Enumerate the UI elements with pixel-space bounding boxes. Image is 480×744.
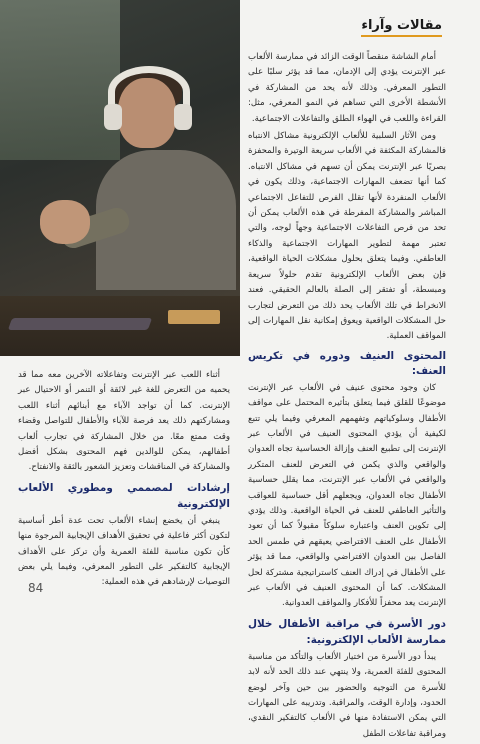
section-heading: المحتوى العنيف ودوره في تكريس العنف: [248,349,446,377]
section-title: مقالات وآراء [361,18,442,37]
article-photo [0,0,240,356]
paragraph: ومن الآثار السلبية للألعاب الإلكترونية مشاكل الانتباه فالمشاركة المكثفة في الألعاب سريعة الوتيرة والمحفزة بصريًا عبر الإنترنت يمكن أن تسهم في مشاكل الانتباه. كما أنها تضعف المهارات الاجتماعية، وذلك يكون في الألعاب المنفردة لأنها تقلل الفرص للتفاعل الاجتماعي المباشر والمشاركة المفرطة في هذه الألعاب يمكن أن تحد من فرص التفاعلات الاجتماعية وجهاً لوجه، والتي تعتبر مهمة لتطوير المهارات الاجتماعية والذكاء العاطفي. وفيما يتعلق بحلول مشكلات الحياة الواقعية، فإن بعض الألعاب الإلكترونية تقدم حلولاً سريعة ومبسطة، أو تفتقر إلى الصلة بالعالم الحقيقي. فعند الانخراط في تلك الألعاب يحد ذلك من التعرض لتجارب حل المشكلات الواقعية ويعوق إمكانية نقل المهارات إلى المواقف العملية. [248,131,446,342]
section-heading: إرشادات لمصممي ومطوري الألعاب الإلكترونية [18,481,230,510]
paragraph: أمام الشاشة منقصاً الوقت الزائد في ممارسة الألعاب عبر الإنترنت يؤدي إلى الإدمان، مما قد يؤثر سلبًا على التطور المعرفي. وذلك لأنه يحد من المشاركة في الأنشطة الأخرى التي تساهم في النمو المعرفي، مثل: القراءة واللعب في الهواء الطلق والتفاعلات الاجتماعية. [248,52,446,124]
paragraph: أثناء اللعب عبر الإنترنت وتفاعلاته الآخرين معه مما قد يحميه من التعرض للغة غير لائقة أو التنمر أو الاحتيال عبر الإنترنت. كما أن تواجد الآباء مع أبنائهم أثناء اللعب ومشاركتهم ذلك يعد فرصة للآباء والأطفال للتواصل وقضاء وقت ممتع معًا. من خلال المشاركة في تجارب ألعاب أطفالهم، يمكن للوالدين فهم المحتوى بشكل أفضل والمشاركة في المناقشات وتعزيز الشعور بالثقة والانفتاح. [18,370,230,473]
left-column [18,368,230,593]
paragraph: ينبغي أن يخضع إنشاء الألعاب تحت عدة أطر أساسية لتكون أكثر فاعلية في تحقيق الأهداف الإيجابية المرجوة منها كأن تكون مناسبة للفئة العمرية وأن تركز على الأهداف الإيجابية كالتفكير على التطور المعرفي، وفيما يلي بعض التوصيات لإرشادهم في هذه العملية: [18,515,230,588]
section-heading: دور الأسرة في مراقبة الأطفال خلال ممارسة الألعاب الإلكترونية: [248,617,446,646]
paragraph: كان وجود محتوى عنيف في الألعاب عبر الإنترنت موضوعًا للقلق فيما يتعلق بتأثيره المحتمل على مواقف الأطفال وسلوكياتهم وتفهمهم المعرفي وفيما يلي تتبع لكيفية أن يؤدي المحتوى العنيف في الألعاب عبر الإنترنت إلى تطبيع العنف وإزالة الحساسية تجاه العدوان والواقعي والذي يكمن في التعرض للعنف المتكرر والواقعي في الألعاب عبر الإنترنت، مما يقلل حساسية الأطفال تجاه العدوان، ويجعلهم أقل حساسية للعواقب والتأثير العاطفي للعنف في الحياة الواقعية. وذلك يؤدي إلى تكوين العنف واعتباره سلوكاً مقبولاً كما أن تعود الأطفال على العنف الافتراضي يعيقهم في طمس الحد الفاصل بين العدوان الافتراضي والواقعي، مما قد يؤثر على الأطفال في إدراك العنف كاستراتيجية مشتركة لحل المشكلات. كما أن المحتوى العنيف في الألعاب عبر الإنترنت يعد محفزاً للأفكار والمواقف العدوانية. [248,382,446,609]
page-number: 84 [28,581,44,595]
right-column [248,50,446,744]
paragraph: يبدأ دور الأسرة من اختيار الألعاب والتأكد من مناسبة المحتوى للفئة العمرية، ولا ينتهي عند ذلك الحد لأنه لابد للأسرة من التوجيه والحضور بين حين وآخر لوضع الحدود، وإدارة الوقت، والمراقبة. وتدريبه على المهارات التي يمكن الاستفادة منها في الألعاب كالتفكير النقدي، ومراقبة تفاعلات الطفل [248,651,446,739]
